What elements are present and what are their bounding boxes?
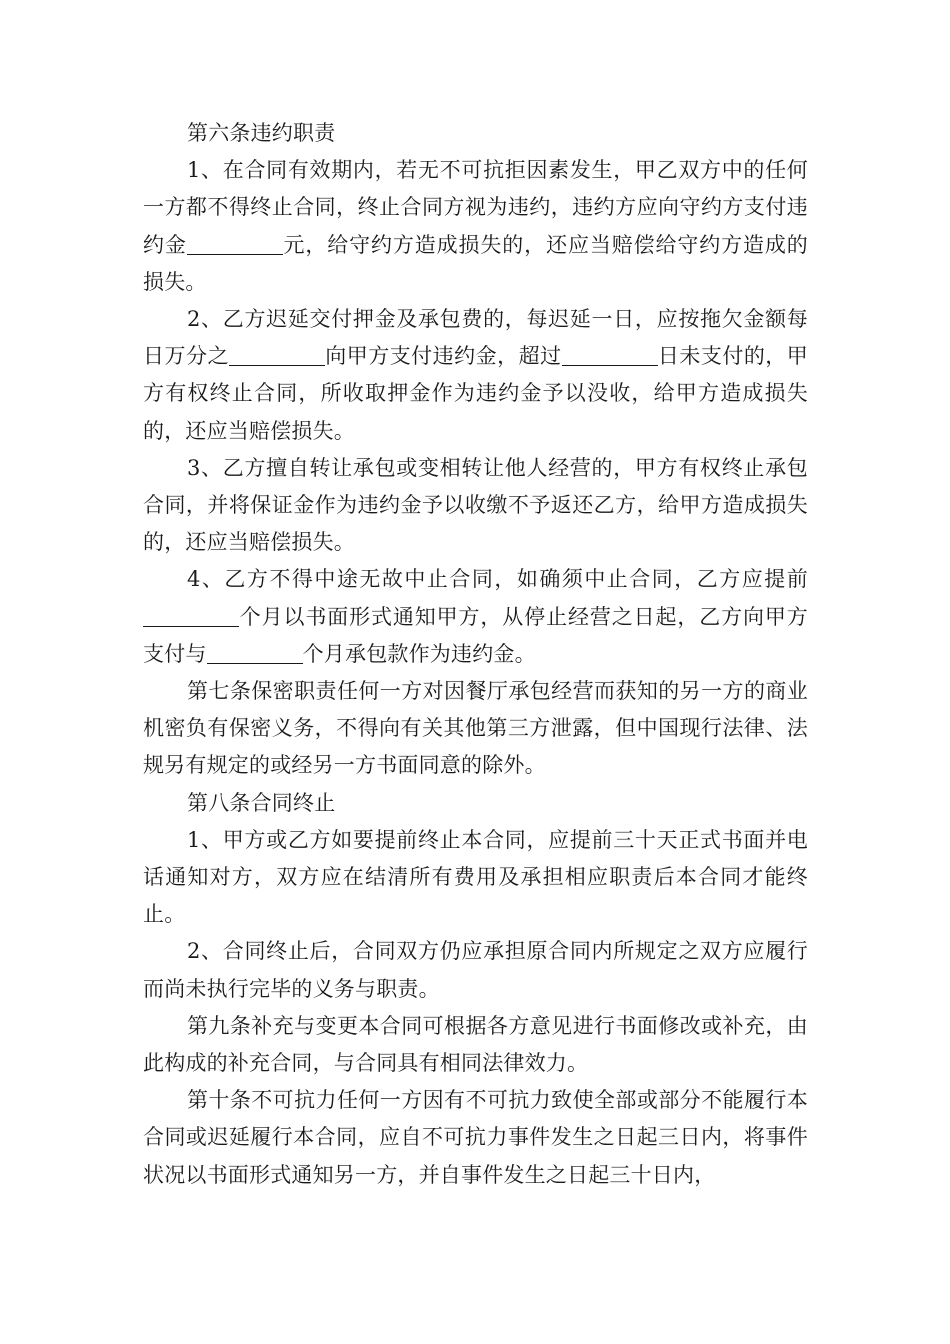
article-8-clause-1: 1、甲方或乙方如要提前终止本合同，应提前三十天正式书面并电话通知对方，双方应在结清所有费用及承担相应职责后本合同才能终止。 — [143, 827, 808, 927]
blank-field — [207, 641, 303, 664]
article-6-clause-1 — [143, 152, 808, 301]
blank-field — [143, 604, 239, 627]
article-7: 第七条保密职责任何一方对因餐厅承包经营而获知的另一方的商业机密负有保密义务，不得向有关其他第三方泄露，但中国现行法律、法规另有规定的或经另一方书面同意的除外。 — [143, 679, 808, 778]
clause-text: 日未支付的，甲方有权终止合同，所收取押金作为违约金予以没收，给甲方造成损失的，还应当赔偿损失。 — [143, 344, 808, 443]
clause-text: 2、乙方迟延交付押金及承包费的，每迟延一日，应按拖欠金额每日万分之 — [143, 307, 808, 369]
blank-field — [562, 343, 658, 366]
blank-field — [229, 343, 325, 366]
article-6-clause-3: 3、乙方擅自转让承包或变相转让他人经营的，甲方有权终止承包合同，并将保证金作为违约金予以收缴不予返还乙方，给甲方造成损失的，还应当赔偿损失。 — [143, 455, 808, 555]
document-body — [143, 115, 808, 1194]
article-10: 第十条不可抗力任何一方因有不可抗力致使全部或部分不能履行本合同或迟延履行本合同，应自不可抗力事件发生之日起三日内，将事件状况以书面形式通知另一方，并自事件发生之日起三十日内， — [143, 1088, 808, 1187]
article-8-clause-2: 2、合同终止后，合同双方仍应承担原合同内所规定之双方应履行而尚未执行完毕的义务与职责。 — [143, 939, 808, 1001]
clause-text: 向甲方支付违约金，超过 — [324, 344, 562, 369]
article-6-clause-2 — [143, 301, 808, 450]
blank-field — [187, 232, 283, 255]
article-9: 第九条补充与变更本合同可根据各方意见进行书面修改或补充，由此构成的补充合同，与合同具有相同法律效力。 — [143, 1013, 808, 1076]
article-6-clause-4 — [143, 561, 808, 673]
article-6-heading: 第六条违约职责 — [187, 121, 336, 145]
clause-text: 元，给守约方造成损失的，还应当赔偿给守约方造成的损失。 — [143, 232, 808, 294]
clause-text: 1、在合同有效期内，若无不可抗拒因素发生，甲乙双方中的任何一方都不得终止合同，终止合同方视为违约，违约方应向守约方支付违约金 — [143, 158, 808, 257]
clause-text: 4、乙方不得中途无故中止合同，如确须中止合同，乙方应提前 — [187, 567, 808, 592]
article-8-heading: 第八条合同终止 — [187, 790, 336, 815]
clause-text: 个月以书面形式通知甲方，从停止经营之日起，乙方向甲方支付与 — [143, 604, 808, 666]
clause-text: 个月承包款作为违约金。 — [302, 641, 536, 666]
